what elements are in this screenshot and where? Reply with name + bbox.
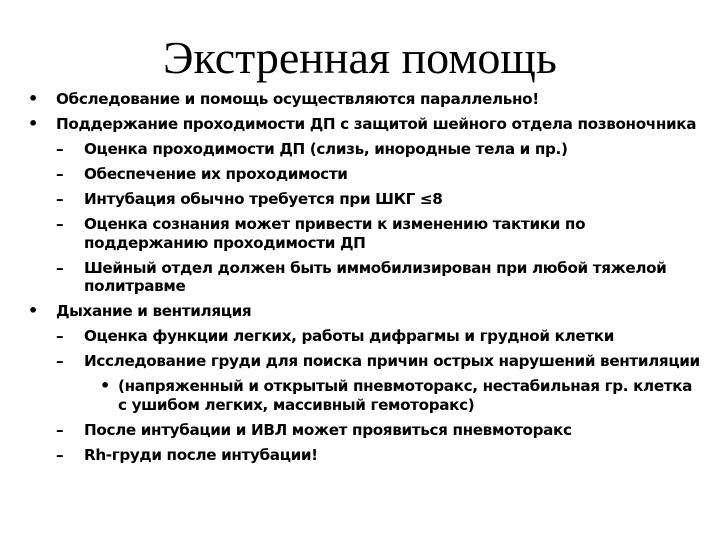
sub-bullet-item <box>28 446 700 465</box>
sub-bullet-text: Исследование груди для поиска причин острых нарушений вентиляции <box>84 352 700 370</box>
bullet-item <box>28 302 700 321</box>
bullet-marker: • <box>28 301 38 320</box>
dash-marker: – <box>56 352 64 370</box>
dash-marker: – <box>56 140 64 158</box>
sub-bullet-text: Оценка функции легких, работы дифрагмы и грудной клетки <box>84 327 615 345</box>
slide-body <box>28 90 700 471</box>
bullet-item <box>28 90 700 109</box>
sub-bullet-text: После интубации и ИВЛ может проявиться пневмоторакс <box>84 420 572 439</box>
sub-bullet-text: Оценка сознания может привести к изменению тактики по поддержанию проходимости ДП <box>84 215 586 252</box>
dash-marker: – <box>56 190 64 208</box>
dash-marker: – <box>56 165 64 183</box>
bullet-text: Обследование и помощь осуществляются параллельно! <box>56 90 539 108</box>
bullet-item <box>28 115 700 134</box>
dash-marker: – <box>56 327 64 345</box>
dash-marker: – <box>56 445 64 464</box>
sub-bullet-item <box>28 140 700 159</box>
sub-sub-bullet-item <box>28 377 700 414</box>
dash-marker: – <box>56 215 64 233</box>
slide-title: Экстренная помощь <box>163 32 557 83</box>
bullet-marker: • <box>28 89 38 108</box>
sub-sub-bullet-text: (напряженный и открытый пневмоторакс, нестабильная гр. клетка с ушибом легких, массивный гемоторакс) <box>118 377 693 414</box>
sub-bullet-text: Rh-груди после интубации! <box>84 445 318 464</box>
sub-bullet-text: Интубация обычно требуется при ШКГ ≤8 <box>84 190 443 208</box>
dash-marker: – <box>56 258 64 277</box>
bullet-text: Поддержание проходимости ДП с защитой шейного отдела позвоночника <box>56 115 697 133</box>
bullet-marker: • <box>100 376 110 395</box>
sub-bullet-item <box>28 352 700 371</box>
dash-marker: – <box>56 420 64 439</box>
bullet-marker: • <box>28 114 38 133</box>
sub-bullet-item <box>28 165 700 184</box>
sub-bullet-item <box>28 327 700 346</box>
sub-bullet-text: Оценка проходимости ДП (слизь, инородные тела и пр.) <box>84 140 568 158</box>
sub-bullet-item <box>28 421 700 440</box>
sub-bullet-item <box>28 259 700 296</box>
bullet-text: Дыхание и вентиляция <box>56 302 252 320</box>
sub-bullet-item <box>28 190 700 209</box>
sub-bullet-text: Обеспечение их проходимости <box>84 165 348 183</box>
sub-bullet-text: Шейный отдел должен быть иммобилизирован при любой тяжелой политравме <box>84 258 667 295</box>
sub-bullet-item <box>28 215 700 252</box>
